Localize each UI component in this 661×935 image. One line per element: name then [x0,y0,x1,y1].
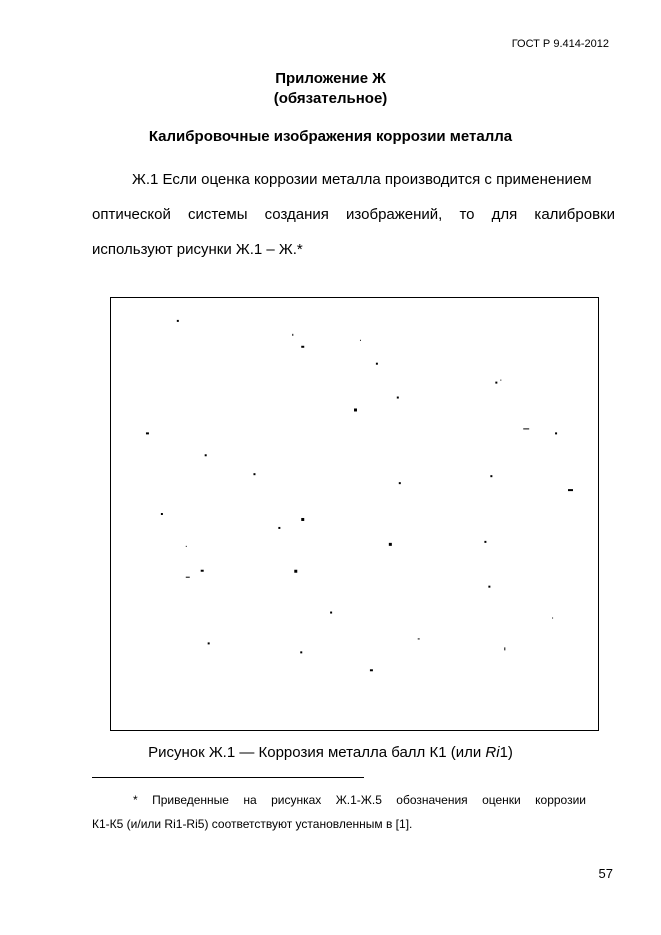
footnote-divider [92,777,364,778]
appendix-title: Приложение Ж [275,70,386,87]
corrosion-spot [552,618,553,619]
corrosion-spot [376,363,378,365]
corrosion-spot [205,454,207,456]
corrosion-spot [292,334,293,336]
corrosion-spot [201,570,204,572]
corrosion-spot [186,577,190,578]
corrosion-spot [555,432,557,434]
corrosion-spot [397,397,399,399]
corrosion-spot [389,543,392,546]
section-heading: Калибровочные изображения коррозии металла [148,128,513,145]
figure-caption [0,744,661,761]
corrosion-calibration-figure [110,297,599,731]
corrosion-spot [490,475,492,477]
corrosion-spot [500,380,501,381]
corrosion-spot [354,408,357,411]
corrosion-spot [488,586,490,588]
corrosion-spot [495,382,497,384]
page-number: 57 [598,866,613,881]
corrosion-spot [399,482,401,484]
corrosion-spot [301,518,304,521]
paragraph-line-1: Ж.1 Если оценка коррозии металла производится с применением [132,171,592,188]
figure-caption-prefix: Рисунок Ж.1 — Коррозия металла балл К1 (или [148,744,486,761]
corrosion-spot [253,473,255,475]
corrosion-spot [568,489,573,491]
corrosion-spot [330,612,332,614]
corrosion-spot [278,527,280,529]
corrosion-spot [300,651,302,653]
figure-caption-italic: Ri [485,744,500,761]
corrosion-spot [484,541,486,543]
paragraph-line-3: используют рисунки Ж.1 – Ж.* [92,241,303,258]
corrosion-spot [146,432,149,434]
corrosion-spot [208,642,210,644]
corrosion-spot [186,546,187,547]
corrosion-spot [370,669,373,671]
footnote-line-1: * Приведенные на рисунках Ж.1-Ж.5 обозначения оценки коррозии [133,793,586,807]
corrosion-spot [177,320,179,322]
corrosion-spots [111,298,598,730]
corrosion-spot [294,570,297,573]
appendix-status: (обязательное) [273,90,388,107]
corrosion-spot [504,647,505,650]
paragraph-line-2: оптической системы создания изображений, то для калибровки [92,206,615,223]
corrosion-spot [418,638,420,639]
figure-caption-suffix: 1) [499,744,513,761]
footnote-line-2: К1-К5 (и/или Ri1-Ri5) соответствуют установленным в [1]. [92,817,413,831]
standard-code: ГОСТ Р 9.414-2012 [511,38,609,50]
corrosion-spot [523,428,529,429]
corrosion-spot [360,340,361,341]
corrosion-spot [161,513,163,515]
corrosion-spot [301,346,304,348]
